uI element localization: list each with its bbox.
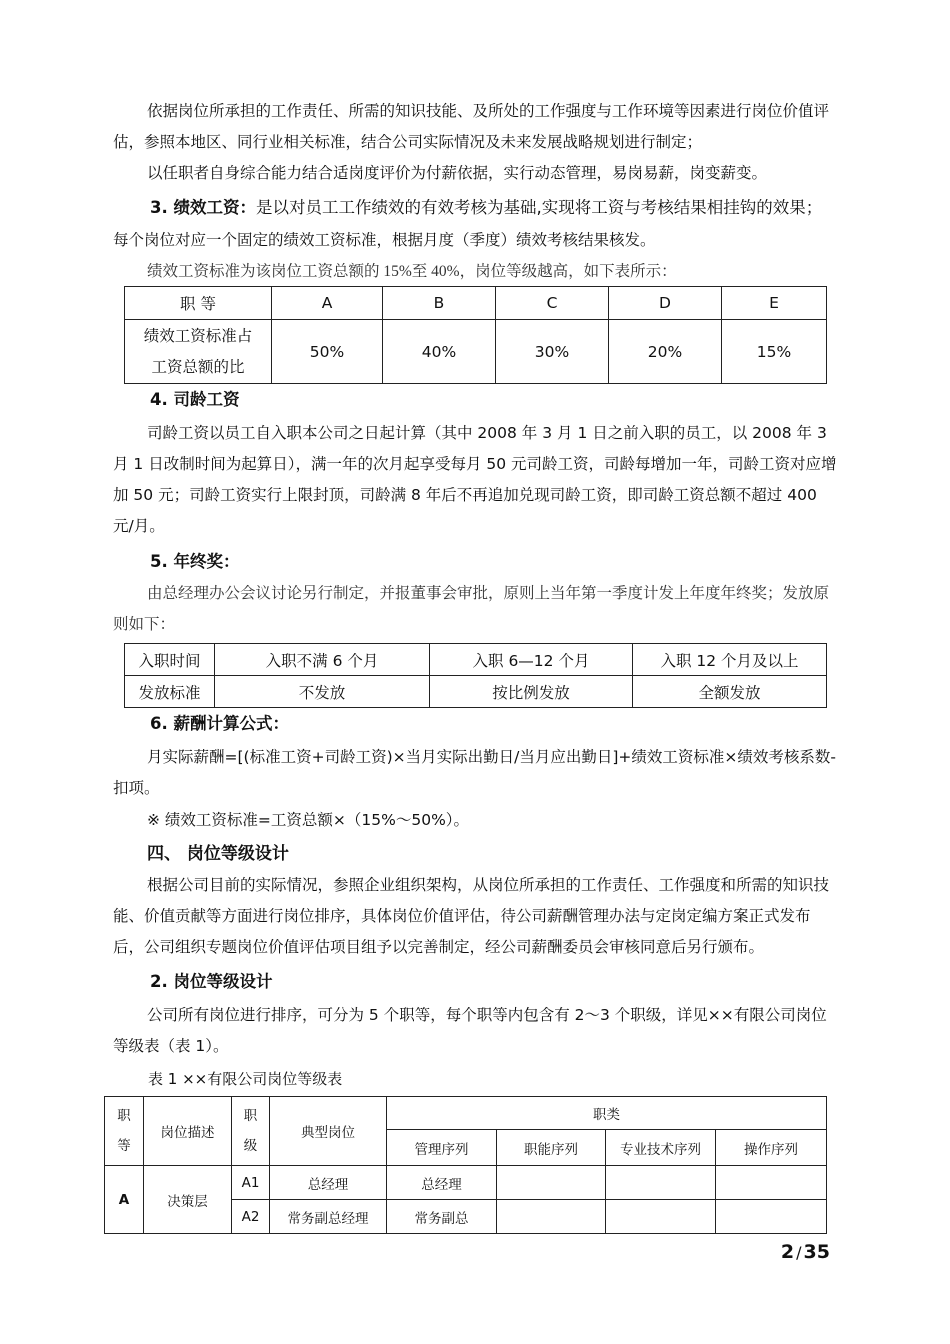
table3-typical-cell: 总经理 bbox=[270, 1166, 387, 1200]
table3-header-desc: 岗位描述 bbox=[144, 1097, 232, 1166]
table1-header: E bbox=[722, 287, 827, 320]
table3-mgmt-cell: 总经理 bbox=[387, 1166, 497, 1200]
table1-row-label-line2: 工资总额的比 bbox=[151, 357, 245, 376]
section-3-title: 3. 绩效工资： bbox=[150, 198, 256, 217]
section-4-body: 司龄工资以员工自入职本公司之日起计算（其中 2008 年 3 月 1 日之前入职的员工，以 2008 年 3 月 1 日改制时间为起算日），满一年的次月起享受每月 50 元司龄工资，司龄每增加一年，司龄工资对应增加 50 元；司龄工资实行上限封顶，司龄满 8 年后不再追加兑现司龄工资，即司龄工资总额不超过 400 元/月。 bbox=[113, 424, 837, 535]
table2-cell: 入职 6—12 个月 bbox=[430, 644, 633, 676]
table2-cell: 全额发放 bbox=[633, 676, 827, 708]
table2-cell: 入职不满 6 个月 bbox=[215, 644, 430, 676]
current-page: 2 bbox=[780, 1241, 795, 1263]
table3-func-cell bbox=[497, 1200, 606, 1234]
table-caption: 表 1 ××有限公司岗位等级表 bbox=[148, 1070, 343, 1088]
table3-header-level bbox=[232, 1097, 270, 1166]
table1-header: B bbox=[383, 287, 496, 320]
table3-tech-cell bbox=[606, 1200, 716, 1234]
table3-header-typical: 典型岗位 bbox=[270, 1097, 387, 1166]
table3-grade-cell: A bbox=[105, 1166, 144, 1234]
table2-cell: 按比例发放 bbox=[430, 676, 633, 708]
section-3-heading bbox=[150, 196, 822, 220]
table3-typical-cell: 常务副总经理 bbox=[270, 1200, 387, 1234]
page-number bbox=[781, 1241, 830, 1263]
table3-subheader: 职能序列 bbox=[497, 1130, 606, 1166]
table1-cell: 15% bbox=[722, 320, 827, 384]
table3-subheader: 操作序列 bbox=[716, 1130, 827, 1166]
table3-header-category: 职类 bbox=[387, 1097, 827, 1130]
table3-header-level-line1: 职 bbox=[243, 1108, 258, 1124]
table3-desc-cell: 决策层 bbox=[144, 1166, 232, 1234]
table1-cell: 20% bbox=[609, 320, 722, 384]
table3-tech-cell bbox=[606, 1166, 716, 1200]
table1-cell: 50% bbox=[272, 320, 383, 384]
table1-header: D bbox=[609, 287, 722, 320]
table3-header-grade bbox=[105, 1097, 144, 1166]
section-3-line2: 每个岗位对应一个固定的绩效工资标准，根据月度（季度）绩效考核结果核发。 bbox=[113, 231, 656, 249]
section-6-formula: 月实际薪酬=[(标准工资+司龄工资)×当月实际出勤日/当月应出勤日]+绩效工资标准×绩效考核系数-扣项。 bbox=[113, 748, 836, 797]
table2-cell: 发放标准 bbox=[125, 676, 215, 708]
page-separator: / bbox=[796, 1243, 802, 1262]
performance-pay-table bbox=[124, 286, 827, 384]
table3-header-grade-line2: 等 bbox=[117, 1138, 131, 1154]
table3-level-cell: A1 bbox=[232, 1166, 270, 1200]
table1-row-label bbox=[125, 320, 272, 384]
section-6-note: ※ 绩效工资标准=工资总额×（15%～50%）。 bbox=[147, 811, 470, 829]
table1-header: C bbox=[496, 287, 609, 320]
section-2-title: 2. 岗位等级设计 bbox=[150, 972, 273, 991]
table3-header-level-line2: 级 bbox=[243, 1138, 258, 1154]
table1-header-grade: 职 等 bbox=[125, 287, 272, 320]
section-2-body: 公司所有岗位进行排序，可分为 5 个职等，每个职等内包含有 2～3 个职级，详见××有限公司岗位等级表（表 1）。 bbox=[113, 1006, 827, 1055]
table3-func-cell bbox=[497, 1166, 606, 1200]
bonus-table bbox=[124, 643, 827, 708]
table3-mgmt-cell: 常务副总 bbox=[387, 1200, 497, 1234]
paragraph-pay-basis: 以任职者自身综合能力结合适岗度评价为付薪依据，实行动态管理，易岗易薪，岗变薪变。 bbox=[147, 164, 768, 182]
section-5-title: 5. 年终奖： bbox=[150, 552, 240, 571]
table2-cell: 入职时间 bbox=[125, 644, 215, 676]
table1-cell: 40% bbox=[383, 320, 496, 384]
chapter-four-body: 根据公司目前的实际情况，参照企业组织架构，从岗位所承担的工作责任、工作强度和所需的知识技能、价值贡献等方面进行岗位排序，具体岗位价值评估，待公司薪酬管理办法与定岗定编方案正式发布后，公司组织专题岗位价值评估项目组予以完善制定，经公司薪酬委员会审核同意后另行颁布。 bbox=[113, 876, 830, 956]
table1-row-label-line1: 绩效工资标准占 bbox=[143, 326, 253, 345]
section-5-body: 由总经理办公会议讨论另行制定，并报董事会审批，原则上当年第一季度计发上年度年终奖；发放原则如下： bbox=[113, 585, 830, 633]
table1-cell: 30% bbox=[496, 320, 609, 384]
table3-ops-cell bbox=[716, 1200, 827, 1234]
table3-subheader: 专业技术序列 bbox=[606, 1130, 716, 1166]
section-4-title: 4. 司龄工资 bbox=[150, 390, 240, 409]
table2-cell: 入职 12 个月及以上 bbox=[633, 644, 827, 676]
paragraph-valuation: 依据岗位所承担的工作责任、所需的知识技能、及所处的工作强度与工作环境等因素进行岗位价值评估，参照本地区、同行业相关标准，结合公司实际情况及未来发展战略规划进行制定； bbox=[113, 102, 830, 151]
table1-header: A bbox=[272, 287, 383, 320]
table3-level-cell: A2 bbox=[232, 1200, 270, 1234]
section-3-note: 绩效工资标准为该岗位工资总额的 15%至 40%，岗位等级越高，如下表所示： bbox=[147, 263, 677, 280]
section-6-title: 6. 薪酬计算公式： bbox=[150, 714, 289, 733]
total-pages: 35 bbox=[803, 1241, 830, 1263]
position-grade-table bbox=[104, 1096, 827, 1234]
table3-subheader: 管理序列 bbox=[387, 1130, 497, 1166]
chapter-four-title: 四、 岗位等级设计 bbox=[147, 844, 289, 864]
table3-ops-cell bbox=[716, 1166, 827, 1200]
table2-cell: 不发放 bbox=[215, 676, 430, 708]
section-3-body: 是以对员工工作绩效的有效考核为基础,实现将工资与考核结果相挂钩的效果； bbox=[256, 198, 823, 217]
table3-header-grade-line1: 职 bbox=[117, 1108, 131, 1124]
